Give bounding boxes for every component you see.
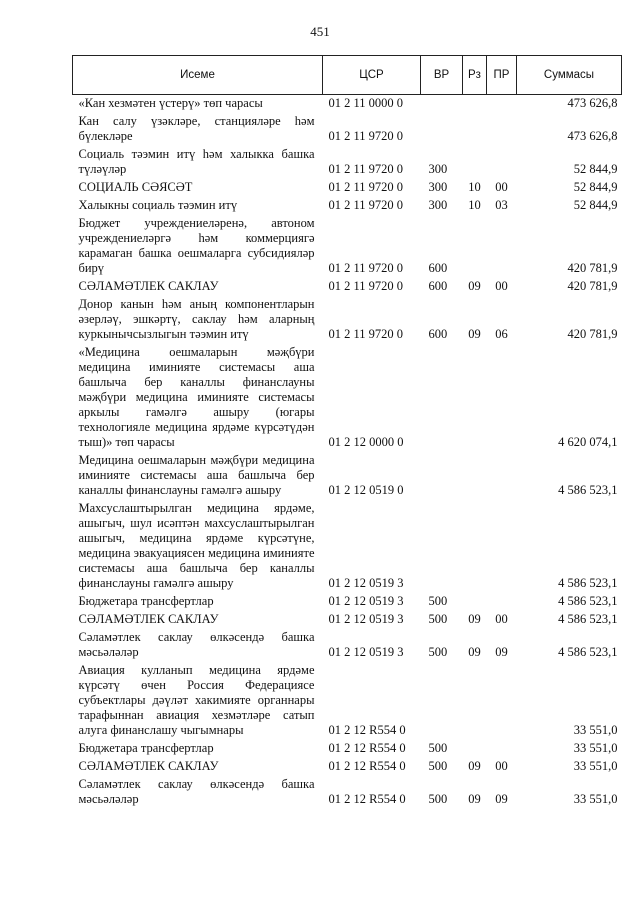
cell-csr: 01 2 12 0519 3 xyxy=(328,612,404,626)
table-body xyxy=(73,95,622,810)
cell-pr xyxy=(487,113,517,146)
cell-name: Халыкны социаль тәэмин итү xyxy=(78,198,238,212)
cell-name: «Кан хезмәтен үстерү» төп чарасы xyxy=(78,96,263,110)
cell-sum: 4 586 523,1 xyxy=(558,645,618,659)
cell-rz: 09 xyxy=(468,759,481,773)
cell-pr xyxy=(487,146,517,179)
cell-sum: 473 626,8 xyxy=(567,96,618,110)
cell-vr xyxy=(421,452,463,500)
header-rz: Рз xyxy=(463,56,487,95)
cell-csr: 01 2 12 R554 0 xyxy=(328,792,406,806)
table-row xyxy=(73,296,622,344)
cell-csr: 01 2 11 9720 0 xyxy=(328,198,404,212)
cell-vr xyxy=(421,662,463,740)
table-row xyxy=(73,758,622,776)
cell-csr: 01 2 12 0519 3 xyxy=(328,594,404,608)
cell-name: Социаль тәэмин итү һәм халыкка башка түләүләр xyxy=(78,147,315,176)
cell-name: Медицина оешмаларын мәҗбүри медицина иминияте системасы аша башлыча бер каналлы финанслауны гамәлгә ашыру xyxy=(78,453,315,497)
cell-name: Сәламәтлек саклау өлкәсендә башка мәсьәләләр xyxy=(78,630,315,659)
cell-vr xyxy=(421,500,463,593)
cell-sum: 33 551,0 xyxy=(573,723,618,737)
cell-csr: 01 2 12 0000 0 xyxy=(328,435,404,449)
cell-name: Бюджет учреждениеләренә, автоном учреждениеләргә һәм коммерциягә карамаган башка оешмаларга субсидияләр бирү xyxy=(78,216,315,275)
cell-rz xyxy=(463,113,487,146)
cell-sum: 473 626,8 xyxy=(567,129,618,143)
table-row xyxy=(73,611,622,629)
cell-rz xyxy=(463,215,487,278)
cell-pr: 00 xyxy=(495,279,508,293)
cell-name: СӘЛАМӘТЛЕК САКЛАУ xyxy=(78,612,219,626)
cell-rz xyxy=(463,662,487,740)
table-row xyxy=(73,215,622,278)
cell-name: СОЦИАЛЬ СӘЯСӘТ xyxy=(78,180,193,194)
cell-name: Донор канын һәм аның компонентларын әзерләү, эшкәртү, саклау һәм аларның куркынычсызлыгын тәэмин итү xyxy=(78,297,315,341)
cell-sum: 420 781,9 xyxy=(567,279,618,293)
cell-rz xyxy=(463,500,487,593)
cell-rz: 10 xyxy=(468,198,481,212)
table-row xyxy=(73,113,622,146)
cell-pr: 06 xyxy=(495,327,508,341)
cell-vr: 300 xyxy=(428,198,448,212)
budget-table xyxy=(72,55,622,809)
cell-rz: 09 xyxy=(468,612,481,626)
cell-csr: 01 2 11 0000 0 xyxy=(328,96,404,110)
cell-vr: 600 xyxy=(428,327,448,341)
cell-sum: 33 551,0 xyxy=(573,792,618,806)
cell-name: Махсуслаштырылган медицина ярдәме, ашыгыч, шул исәптән махсуслаштырылган ашыгыч, медицина ярдәме күрсәтүне, медицина эвакуациясен медицина иминияте системасы аша башлыча бер каналлы финанслауны гамәлгә ашыру xyxy=(78,501,315,590)
cell-sum: 4 586 523,1 xyxy=(558,576,618,590)
cell-vr: 500 xyxy=(428,594,448,608)
cell-sum: 4 586 523,1 xyxy=(558,612,618,626)
cell-pr xyxy=(487,662,517,740)
cell-vr xyxy=(421,344,463,452)
cell-name: СӘЛАМӘТЛЕК САКЛАУ xyxy=(78,279,219,293)
cell-name: «Медицина оешмаларын мәҗбүри медицина иминияте системасы аша башлыча бер каналлы финанслауны мәҗбүри медицина иминияте системасы аркылы гамәлгә ашыру (югары технологияле медицина ярдәме күрсәтүдән тыш)» төп чарасы xyxy=(78,345,315,449)
cell-sum: 4 620 074,1 xyxy=(558,435,618,449)
cell-rz: 09 xyxy=(468,327,481,341)
cell-name: СӘЛАМӘТЛЕК САКЛАУ xyxy=(78,759,219,773)
table-row xyxy=(73,593,622,611)
table-row xyxy=(73,500,622,593)
table-row xyxy=(73,197,622,215)
cell-csr: 01 2 11 9720 0 xyxy=(328,180,404,194)
header-sum: Суммасы xyxy=(517,56,622,95)
table-row xyxy=(73,95,622,114)
cell-vr: 500 xyxy=(428,759,448,773)
cell-pr xyxy=(487,95,517,114)
cell-name: Бюджетара трансфертлар xyxy=(78,741,214,755)
cell-name: Бюджетара трансфертлар xyxy=(78,594,214,608)
cell-csr: 01 2 11 9720 0 xyxy=(328,261,404,275)
cell-sum: 4 586 523,1 xyxy=(558,483,618,497)
cell-sum: 33 551,0 xyxy=(573,759,618,773)
table-row xyxy=(73,629,622,662)
cell-pr: 00 xyxy=(495,612,508,626)
header-pr: ПР xyxy=(487,56,517,95)
header-vr: ВР xyxy=(421,56,463,95)
cell-rz xyxy=(463,452,487,500)
cell-vr xyxy=(421,113,463,146)
cell-csr: 01 2 12 0519 0 xyxy=(328,483,404,497)
table-header-row xyxy=(73,56,622,95)
cell-sum: 4 586 523,1 xyxy=(558,594,618,608)
cell-rz: 09 xyxy=(468,645,481,659)
table-row xyxy=(73,662,622,740)
cell-rz xyxy=(463,740,487,758)
table-row xyxy=(73,776,622,809)
cell-pr xyxy=(487,740,517,758)
cell-csr: 01 2 11 9720 0 xyxy=(328,279,404,293)
cell-rz xyxy=(463,344,487,452)
cell-vr: 300 xyxy=(428,162,448,176)
cell-csr: 01 2 11 9720 0 xyxy=(328,162,404,176)
table-row xyxy=(73,146,622,179)
cell-pr: 09 xyxy=(495,645,508,659)
cell-pr: 00 xyxy=(495,180,508,194)
cell-rz xyxy=(463,146,487,179)
cell-sum: 420 781,9 xyxy=(567,261,618,275)
cell-rz: 09 xyxy=(468,279,481,293)
cell-name: Кан салу үзәкләре, станцияләре һәм бүлекләре xyxy=(78,114,315,143)
table-row xyxy=(73,278,622,296)
cell-rz: 09 xyxy=(468,792,481,806)
cell-vr: 500 xyxy=(428,792,448,806)
table-row xyxy=(73,452,622,500)
cell-csr: 01 2 12 0519 3 xyxy=(328,645,404,659)
cell-csr: 01 2 12 0519 3 xyxy=(328,576,404,590)
cell-rz xyxy=(463,95,487,114)
cell-sum: 420 781,9 xyxy=(567,327,618,341)
cell-sum: 52 844,9 xyxy=(573,198,618,212)
cell-csr: 01 2 12 R554 0 xyxy=(328,723,406,737)
cell-csr: 01 2 11 9720 0 xyxy=(328,327,404,341)
table-row xyxy=(73,179,622,197)
cell-pr xyxy=(487,500,517,593)
cell-pr: 09 xyxy=(495,792,508,806)
cell-pr xyxy=(487,215,517,278)
cell-csr: 01 2 12 R554 0 xyxy=(328,759,406,773)
cell-vr: 600 xyxy=(428,261,448,275)
cell-sum: 52 844,9 xyxy=(573,162,618,176)
page-number: 451 xyxy=(310,24,330,39)
cell-pr xyxy=(487,452,517,500)
header-csr: ЦСР xyxy=(323,56,421,95)
cell-vr: 500 xyxy=(428,645,448,659)
cell-vr: 500 xyxy=(428,741,448,755)
cell-pr xyxy=(487,344,517,452)
cell-csr: 01 2 11 9720 0 xyxy=(328,129,404,143)
cell-name: Сәламәтлек саклау өлкәсендә башка мәсьәләләр xyxy=(78,777,315,806)
cell-vr: 600 xyxy=(428,279,448,293)
cell-sum: 33 551,0 xyxy=(573,741,618,755)
table-row xyxy=(73,344,622,452)
cell-pr: 00 xyxy=(495,759,508,773)
cell-vr: 300 xyxy=(428,180,448,194)
cell-rz xyxy=(463,593,487,611)
cell-vr xyxy=(421,95,463,114)
cell-rz: 10 xyxy=(468,180,481,194)
table-row xyxy=(73,740,622,758)
cell-name: Авиация кулланып медицина ярдәме күрсәтү өчен Россия Федерациясе субъектлары дәүләт хакимияте органнары тарафыннан авиация хезмәтләре сатып алуга финанслашу чыгымнары xyxy=(78,663,315,737)
cell-sum: 52 844,9 xyxy=(573,180,618,194)
cell-csr: 01 2 12 R554 0 xyxy=(328,741,406,755)
header-name: Исеме xyxy=(73,56,323,95)
cell-vr: 500 xyxy=(428,612,448,626)
cell-pr xyxy=(487,593,517,611)
cell-pr: 03 xyxy=(495,198,508,212)
